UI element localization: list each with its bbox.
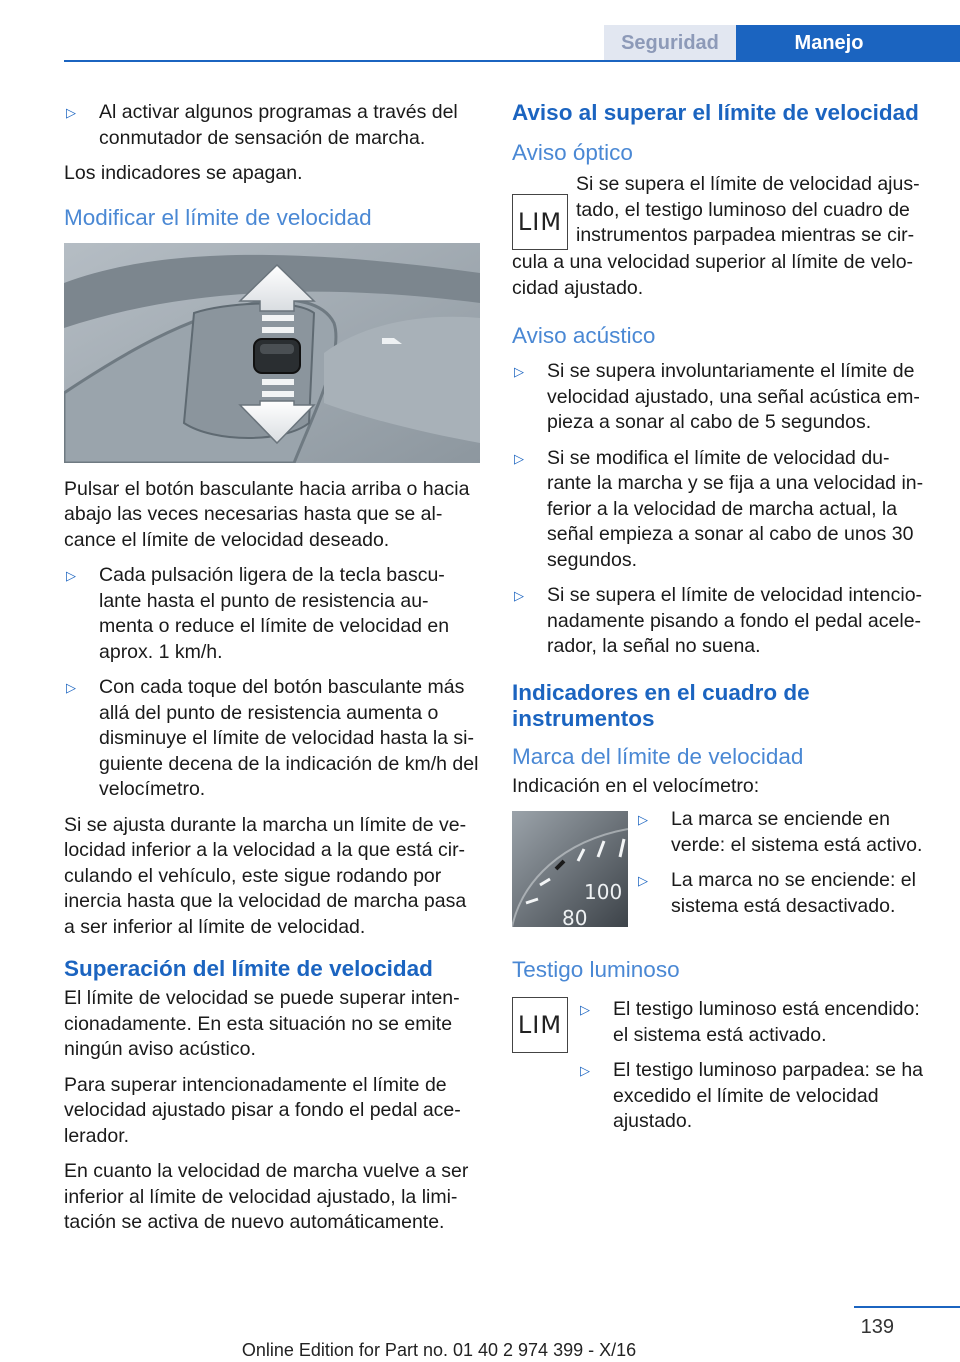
subheading-indicator-lamp: Testigo luminoso (512, 957, 680, 982)
bullet-item (64, 100, 482, 151)
paragraph: Pulsar el botón basculante hacia arriba o hacia abajo las veces necesarias hasta que se al-cance el límite de velocidad deseado. (64, 477, 470, 551)
section-tab-seguridad[interactable]: Seguridad (604, 25, 736, 61)
heading-exceed-limit: Superación del límite de velocidad (64, 956, 433, 981)
steering-wheel-illustration (64, 243, 480, 463)
paragraph: Indicación en el velocímetro: (512, 774, 760, 797)
subheading-modify-limit: Modificar el límite de velocidad (64, 204, 372, 230)
bullet-text: El testigo luminoso parpadea: se ha excedido el límite de velocidad ajustado. (613, 1059, 924, 1132)
page-number: 139 (860, 1316, 894, 1338)
triangle-bullet-icon: ▷ (580, 1002, 590, 1017)
bullet-item (578, 1058, 930, 1135)
bullet-item (636, 868, 930, 919)
bullet-text: Si se supera involuntariamente el límite de velocidad ajustado, una señal acústica em-pieza a sonar al cabo de 5 segundos. (547, 360, 920, 433)
paragraph: Si se supera el límite de velocidad ajus-tado, el testigo luminoso del cuadro de instrumentos parpadea mientras se cir- (576, 173, 920, 246)
paragraph: Para superar intencionadamente el límite de velocidad ajustado pisar a fondo el pedal ace-lerador. (64, 1073, 461, 1147)
heading-overspeed-warning: Aviso al superar el límite de velocidad (512, 100, 919, 125)
right-column (512, 100, 930, 1145)
indicator-lamp-block (512, 997, 930, 1145)
edition-footer: Online Edition for Part no. 01 40 2 974 399 - X/16 (241, 1340, 637, 1360)
bullet-item (636, 807, 930, 858)
subheading-acoustic-warning: Aviso acústico (512, 323, 656, 348)
subheading-optical-warning: Aviso óptico (512, 140, 633, 165)
paragraph: cula a una velocidad superior al límite de velo-cidad ajustado. (512, 251, 914, 299)
subheading-speed-limit-mark: Marca del límite de velocidad (512, 743, 804, 769)
triangle-bullet-icon: ▷ (514, 450, 524, 466)
bullet-text: Si se modifica el límite de velocidad du-rante la marcha y se fija a una velocidad in-ferior a la velocidad de marcha actual, la señal empieza a sonar al cabo de unos 30 segundos. (547, 446, 924, 571)
lim-indicator-icon: LIM (512, 997, 568, 1053)
triangle-bullet-icon: ▷ (638, 873, 648, 888)
triangle-bullet-icon: ▷ (514, 588, 524, 603)
triangle-bullet-icon: ▷ (66, 568, 76, 583)
paragraph: Los indicadores se apagan. (64, 162, 303, 184)
bullet-text: La marca no se enciende: el sistema está desactivado. (671, 869, 916, 917)
bullet-text: Al activar algunos programas a través del conmutador de sensación de marcha. (99, 101, 458, 149)
bullet-item (512, 446, 930, 574)
bullet-item (512, 583, 930, 660)
speed-mark-list (628, 808, 930, 929)
left-column (64, 100, 482, 1246)
paragraph: Si se ajusta durante la marcha un límite de ve-locidad inferior a la velocidad a la que está cir-culando el vehículo, este sigue rodando por inercia hasta que la velocidad de marcha pasa a ser inferior al límite de velocidad. (64, 813, 467, 938)
lim-indicator-icon: LIM (512, 194, 568, 250)
bullet-item (578, 997, 930, 1048)
paragraph: En cuanto la velocidad de marcha vuelve a ser inferior al límite de velocidad ajustado, la limi-tación se activa de nuevo automáticamente. (64, 1160, 469, 1233)
speedometer-illustration (512, 811, 628, 927)
triangle-bullet-icon: ▷ (638, 812, 648, 827)
bullet-text: Cada pulsación ligera de la tecla bascu-lante hasta el punto de resistencia au-menta o reduce el límite de velocidad en aprox. 1 km/h. (99, 564, 450, 663)
triangle-bullet-icon: ▷ (580, 1063, 590, 1078)
bullet-text: La marca se enciende en verde: el sistema está activo. (671, 808, 923, 856)
optical-warning-block (512, 172, 930, 250)
speedometer-label-80: 80 (562, 906, 588, 927)
page-header (0, 0, 960, 62)
header-rule (64, 60, 960, 62)
speedometer-block (512, 808, 930, 929)
bullet-item (512, 359, 930, 436)
speedometer-image (512, 811, 628, 927)
footer-rule (854, 1306, 960, 1308)
heading-instrument-indicators: Indicadores en el cuadro de instrumentos (512, 679, 810, 731)
triangle-bullet-icon: ▷ (514, 364, 524, 379)
speedometer-label-100: 100 (584, 880, 623, 904)
bullet-item (64, 675, 482, 803)
indicator-lamp-list (578, 997, 930, 1145)
bullet-text: El testigo luminoso está encendido: el sistema está activado. (613, 998, 920, 1046)
triangle-bullet-icon: ▷ (66, 680, 76, 695)
section-tab-manejo[interactable]: Manejo (736, 25, 960, 61)
bullet-text: Con cada toque del botón basculante más allá del punto de resistencia aumenta o disminuye el límite de velocidad hasta la si-guiente decena de la indicación de km/h del velocímetro. (99, 676, 479, 800)
bullet-text: Si se supera el límite de velocidad intencio-nadamente pisando a fondo el pedal acele-rador, la señal no suena. (547, 584, 923, 657)
bullet-item (64, 563, 482, 665)
steering-wheel-image (64, 243, 480, 463)
triangle-bullet-icon: ▷ (66, 105, 76, 120)
paragraph: El límite de velocidad se puede superar inten-cionadamente. En esta situación no se emite ningún aviso acústico. (64, 987, 460, 1060)
